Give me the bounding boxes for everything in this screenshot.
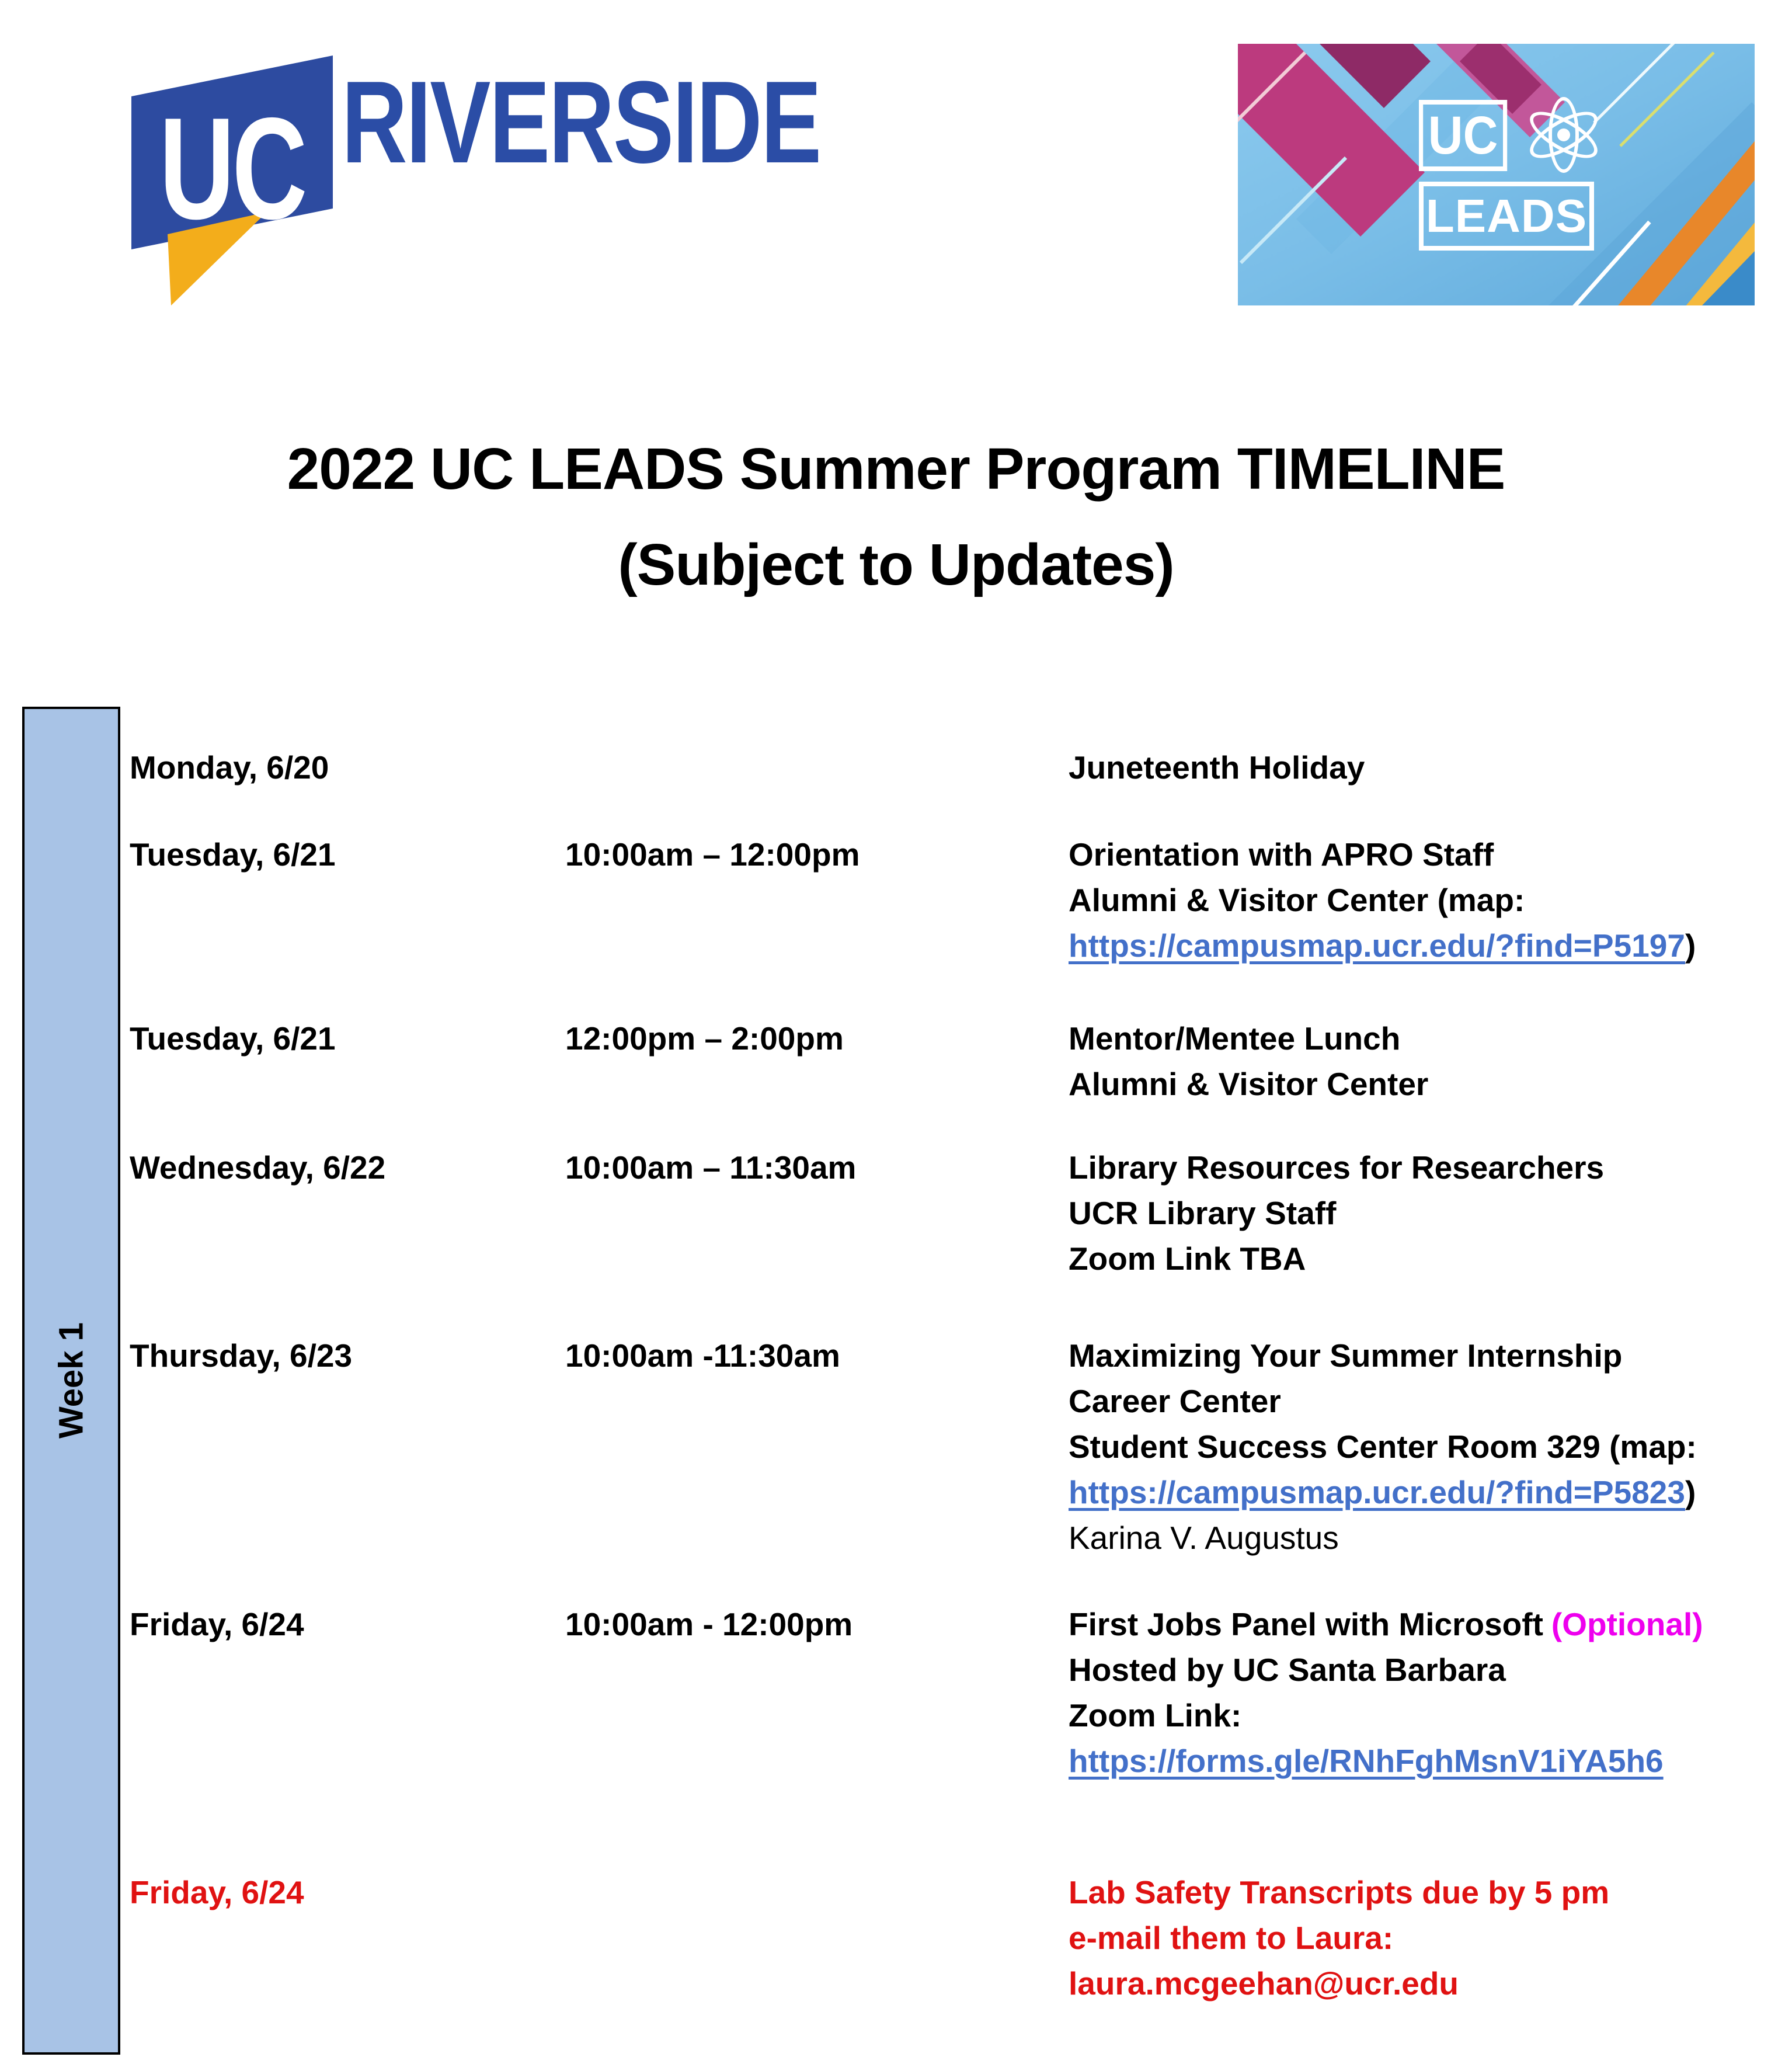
row-time: 10:00am - 12:00pm xyxy=(565,1606,853,1642)
event-title: Mentor/Mentee Lunch xyxy=(1069,1020,1401,1057)
ucr-uc-letters: UC xyxy=(159,87,305,249)
row-description xyxy=(1069,832,1792,968)
week1-label: Week 1 xyxy=(52,1322,91,1439)
link-suffix: ) xyxy=(1685,1474,1696,1510)
event-title: Orientation with APRO Staff xyxy=(1069,836,1494,873)
page-subtitle: (Subject to Updates) xyxy=(618,532,1174,597)
banner-art xyxy=(1238,44,1755,305)
uc-leads-leads-box: LEADS xyxy=(1419,182,1594,251)
event-speaker: Karina V. Augustus xyxy=(1069,1520,1339,1556)
forms-gle-link[interactable]: https://forms.gle/RNhFghMsnV1iYA5h6 xyxy=(1069,1743,1664,1779)
row-description xyxy=(1069,1145,1792,1281)
event-host: UCR Library Staff xyxy=(1069,1195,1337,1231)
row-time: 10:00am – 11:30am xyxy=(565,1149,857,1186)
riverside-wordmark: RIVERSIDE xyxy=(342,57,820,187)
deadline-instruction: e-mail them to Laura: xyxy=(1069,1920,1394,1956)
row-description xyxy=(1069,1016,1792,1107)
event-link-line xyxy=(1069,923,1792,968)
row-day: Thursday, 6/23 xyxy=(130,1337,353,1374)
row-day: Friday, 6/24 xyxy=(130,1874,304,1910)
row-description xyxy=(1069,1870,1792,2006)
row-day: Monday, 6/20 xyxy=(130,749,329,786)
event-link-line xyxy=(1069,1738,1792,1784)
row-day: Tuesday, 6/21 xyxy=(130,1020,336,1057)
row-time: 10:00am – 12:00pm xyxy=(565,836,860,873)
atom-nucleus xyxy=(1557,128,1570,141)
event-host: Hosted by UC Santa Barbara xyxy=(1069,1652,1506,1688)
deadline-email: laura.mcgeehan@ucr.edu xyxy=(1069,1965,1459,2002)
event-zoom-label: Zoom Link: xyxy=(1069,1697,1242,1733)
row-day: Tuesday, 6/21 xyxy=(130,836,336,873)
uc-leads-banner xyxy=(1238,44,1755,305)
atom-icon xyxy=(1523,94,1605,176)
event-title: Library Resources for Researchers xyxy=(1069,1149,1605,1186)
event-title-line xyxy=(1069,1601,1792,1647)
uc-leads-uc-box: UC xyxy=(1419,100,1507,171)
row-time: 10:00am -11:30am xyxy=(565,1337,840,1374)
page-title: 2022 UC LEADS Summer Program TIMELINE xyxy=(287,436,1505,502)
event-location: Alumni & Visitor Center xyxy=(1069,1066,1429,1102)
row-time: 12:00pm – 2:00pm xyxy=(565,1020,844,1057)
event-title: First Jobs Panel with Microsoft xyxy=(1069,1606,1543,1642)
ucr-logo xyxy=(131,55,961,312)
campus-map-link-p5197[interactable]: https://campusmap.ucr.edu/?find=P5197 xyxy=(1069,927,1685,964)
event-zoom-note: Zoom Link TBA xyxy=(1069,1241,1306,1277)
row-description xyxy=(1069,1601,1792,1784)
row-description xyxy=(1069,745,1792,790)
deadline-text: Lab Safety Transcripts due by 5 pm xyxy=(1069,1874,1610,1910)
row-day: Wednesday, 6/22 xyxy=(130,1149,386,1186)
ucr-uc-mark xyxy=(131,55,333,307)
row-day: Friday, 6/24 xyxy=(130,1606,304,1642)
week1-sidebar xyxy=(22,707,120,2055)
event-location: Alumni & Visitor Center (map: xyxy=(1069,882,1525,918)
event-location: Student Success Center Room 329 (map: xyxy=(1069,1429,1697,1465)
event-title: Juneteenth Holiday xyxy=(1069,749,1365,786)
event-link-line xyxy=(1069,1469,1792,1515)
optional-badge: (Optional) xyxy=(1551,1606,1703,1642)
event-host: Career Center xyxy=(1069,1383,1281,1419)
row-description xyxy=(1069,1333,1792,1561)
event-title: Maximizing Your Summer Internship xyxy=(1069,1337,1623,1374)
campus-map-link-p5823[interactable]: https://campusmap.ucr.edu/?find=P5823 xyxy=(1069,1474,1685,1510)
link-suffix: ) xyxy=(1685,927,1696,964)
